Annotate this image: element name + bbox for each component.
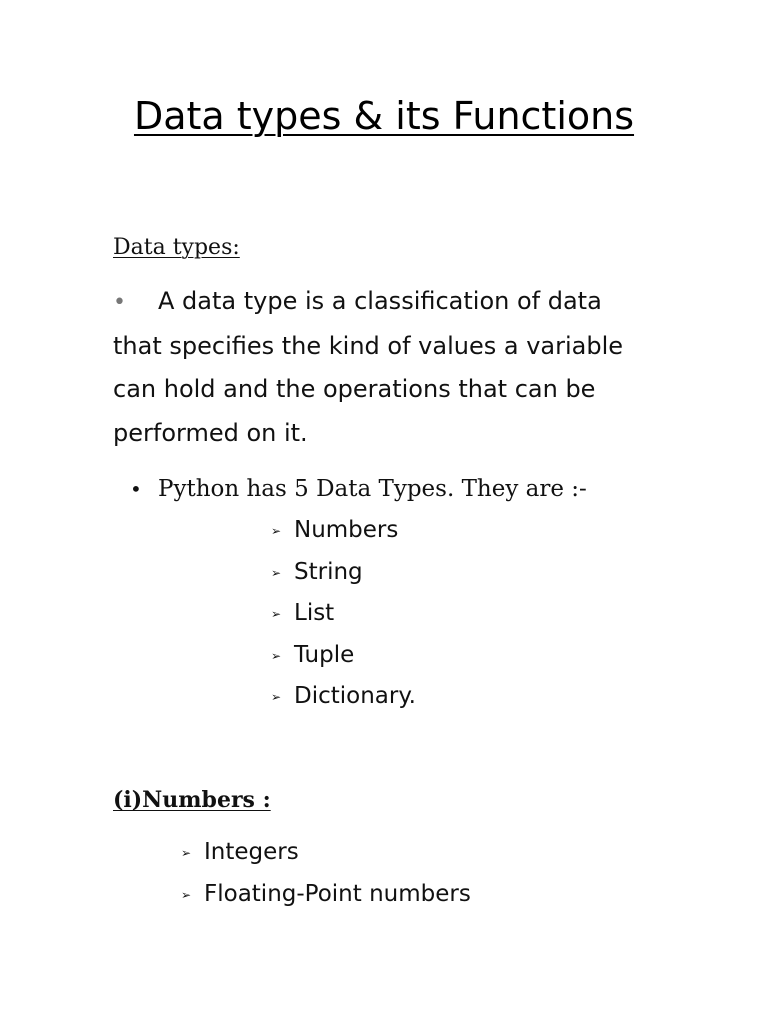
arrow-bullet-icon: ➢: [271, 524, 282, 538]
python-intro-line: [130, 473, 587, 505]
definition-paragraph: [113, 280, 658, 455]
list-item-label: Tuple: [294, 641, 355, 668]
list-item: [271, 556, 416, 598]
list-item: [271, 639, 416, 681]
list-item: [271, 597, 416, 639]
list-item: [181, 836, 471, 878]
data-types-list: [271, 514, 416, 722]
arrow-bullet-icon: ➢: [271, 648, 282, 663]
list-item: [271, 680, 416, 722]
section-heading-numbers: (i)Numbers :: [113, 787, 271, 813]
page-title: [0, 92, 768, 140]
list-item-label: Integers: [204, 839, 299, 865]
arrow-bullet-icon: ➢: [271, 690, 282, 704]
arrow-bullet-icon: ➢: [181, 887, 192, 902]
list-item: [181, 878, 471, 920]
list-item-label: Numbers: [294, 517, 399, 543]
bullet-icon: •: [130, 477, 142, 501]
number-types-list: [181, 836, 471, 919]
arrow-bullet-icon: ➢: [181, 846, 192, 860]
arrow-bullet-icon: ➢: [271, 607, 282, 621]
list-item-label: Floating-Point numbers: [204, 880, 471, 907]
python-intro-text: Python has 5 Data Types. They are :-: [158, 476, 587, 502]
page-title-text: Data types & its Functions: [133, 94, 635, 138]
bullet-icon: •: [113, 290, 126, 315]
arrow-bullet-icon: ➢: [271, 565, 282, 580]
list-item-label: String: [294, 558, 363, 585]
definition-text: A data type is a classification of data that specifies the kind of values a variable can hold and the operations that can be performed on it.: [113, 287, 624, 447]
list-item-label: List: [294, 600, 335, 626]
list-item: [271, 514, 416, 556]
section-heading-data-types: Data types:: [113, 235, 240, 260]
list-item-label: Dictionary.: [294, 683, 416, 709]
